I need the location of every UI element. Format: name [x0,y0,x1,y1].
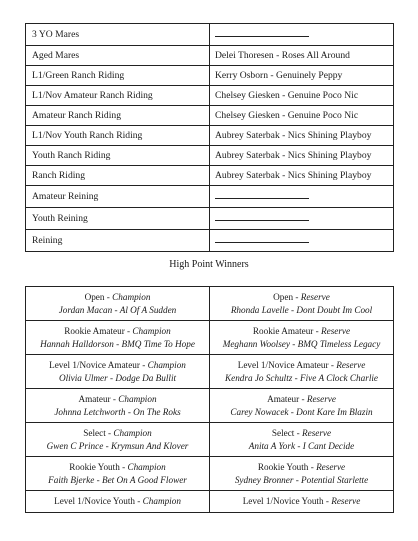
winner-name: Aubrey Saterbak - Nics Shining Playboy [210,146,394,166]
winner-name: Hannah Halldorson - BMQ Time To Hope [40,338,195,349]
winner-name: Anita A York - I Cant Decide [248,440,355,451]
division-label: Rookie Amateur - [252,325,322,336]
award-label: Reserve [316,461,346,472]
class-name: L1/Green Ranch Riding [26,66,210,86]
blank-winner-line [215,230,309,243]
winner-cell [210,186,394,208]
reserve-cell [210,355,394,389]
division-label: Level 1/Novice Youth - [54,496,143,506]
blank-winner-line [215,208,309,221]
award-label: Reserve [302,427,332,438]
winner-name: Delei Thoresen - Roses All Around [210,46,394,66]
award-label: Champion [142,496,181,506]
division-label: Level 1/Novice Amateur - [237,359,337,370]
table-row [26,106,394,126]
award-line [212,325,391,338]
class-name: Reining [26,230,210,252]
winner-name: Sydney Bronner - Potential Starlette [234,474,369,485]
class-name: Amateur Reining [26,186,210,208]
division-label: Select - [83,427,114,438]
high-point-table [25,286,394,513]
division-label: Level 1/Novice Amateur - [49,359,148,370]
champion-cell [26,287,210,321]
award-label: Champion [132,325,171,336]
award-line [28,427,207,440]
reserve-cell [210,457,394,491]
division-label: Amateur - [78,393,119,404]
award-label: Reserve [336,359,366,370]
high-point-title: High Point Winners [169,259,249,270]
winner-name: Carey Nowacek - Dont Kare Im Blazin [230,406,373,417]
champion-cell [26,491,210,513]
award-line [28,325,207,338]
champion-cell [26,389,210,423]
class-name: Aged Mares [26,46,210,66]
reserve-cell [210,491,394,513]
award-label: Champion [112,291,151,302]
winner-name: Chelsey Giesken - Genuine Poco Nic [210,106,394,126]
table-row [26,287,394,321]
table-row [26,126,394,146]
award-label: Reserve [321,325,351,336]
winner-cell [210,208,394,230]
champion-cell [26,457,210,491]
division-label: Amateur - [267,393,307,404]
class-name: L1/Nov Amateur Ranch Riding [26,86,210,106]
division-label: Open - [84,291,113,302]
winner-name: Johnna Letchworth - On The Roks [54,406,181,417]
champion-cell [26,355,210,389]
reserve-cell [210,423,394,457]
award-line [28,359,207,372]
winner-name: Aubrey Saterbak - Nics Shining Playboy [210,126,394,146]
award-label: Champion [147,359,186,370]
table-row [26,208,394,230]
champion-cell [26,321,210,355]
award-line [28,495,207,508]
award-line [212,393,391,406]
winner-name: Olivia Ulmer - Dodge Da Bullit [58,372,177,383]
table-row [26,186,394,208]
award-line [28,291,207,304]
table-row [26,24,394,46]
reserve-cell [210,389,394,423]
champion-cell [26,423,210,457]
table-row [26,457,394,491]
blank-winner-line [215,24,309,37]
division-label: Level 1/Novice Youth - [242,496,332,506]
reserve-cell [210,287,394,321]
blank-winner-line [215,186,309,199]
table-row [26,389,394,423]
award-line [212,427,391,440]
class-name: Ranch Riding [26,166,210,186]
award-label: Reserve [306,393,336,404]
winner-cell [210,230,394,252]
winner-name: Meghann Woolsey - BMQ Timeless Legacy [222,338,381,349]
award-line [28,461,207,474]
table-row [26,46,394,66]
table-row [26,166,394,186]
table-row [26,491,394,513]
division-label: Rookie Youth - [69,461,128,472]
award-label: Reserve [300,291,330,302]
winner-name: Gwen C Prince - Krymsun And Klover [46,440,189,451]
winner-cell [210,24,394,46]
winner-name: Faith Bjerke - Bet On A Good Flower [48,474,187,485]
winner-name: Kendra Jo Schultz - Five A Clock Charlie [224,372,378,383]
division-label: Open - [273,291,301,302]
class-name: Amateur Ranch Riding [26,106,210,126]
table-row [26,321,394,355]
division-label: Select - [271,427,303,438]
table-row [26,355,394,389]
table-row [26,230,394,252]
award-label: Champion [113,427,152,438]
winner-name: Aubrey Saterbak - Nics Shining Playboy [210,166,394,186]
award-line [212,359,391,372]
table-row [26,66,394,86]
table-row [26,423,394,457]
winner-name: Jordan Macan - Al Of A Sudden [58,304,177,315]
table-row [26,146,394,166]
award-label: Reserve [331,496,361,506]
table-row [26,86,394,106]
award-label: Champion [118,393,157,404]
division-label: Rookie Youth - [257,461,317,472]
award-line [212,495,391,508]
award-label: Champion [127,461,166,472]
award-line [212,291,391,304]
class-name: Youth Ranch Riding [26,146,210,166]
class-name: L1/Nov Youth Ranch Riding [26,126,210,146]
division-label: Rookie Amateur - [64,325,133,336]
class-results-table [25,23,394,252]
class-name: Youth Reining [26,208,210,230]
winner-name: Chelsey Giesken - Genuine Poco Nic [210,86,394,106]
award-line [28,393,207,406]
winner-name: Rhonda Lavelle - Dont Doubt Im Cool [230,304,373,315]
class-name: 3 YO Mares [26,24,210,46]
award-line [212,461,391,474]
reserve-cell [210,321,394,355]
winner-name: Kerry Osborn - Genuinely Peppy [210,66,394,86]
